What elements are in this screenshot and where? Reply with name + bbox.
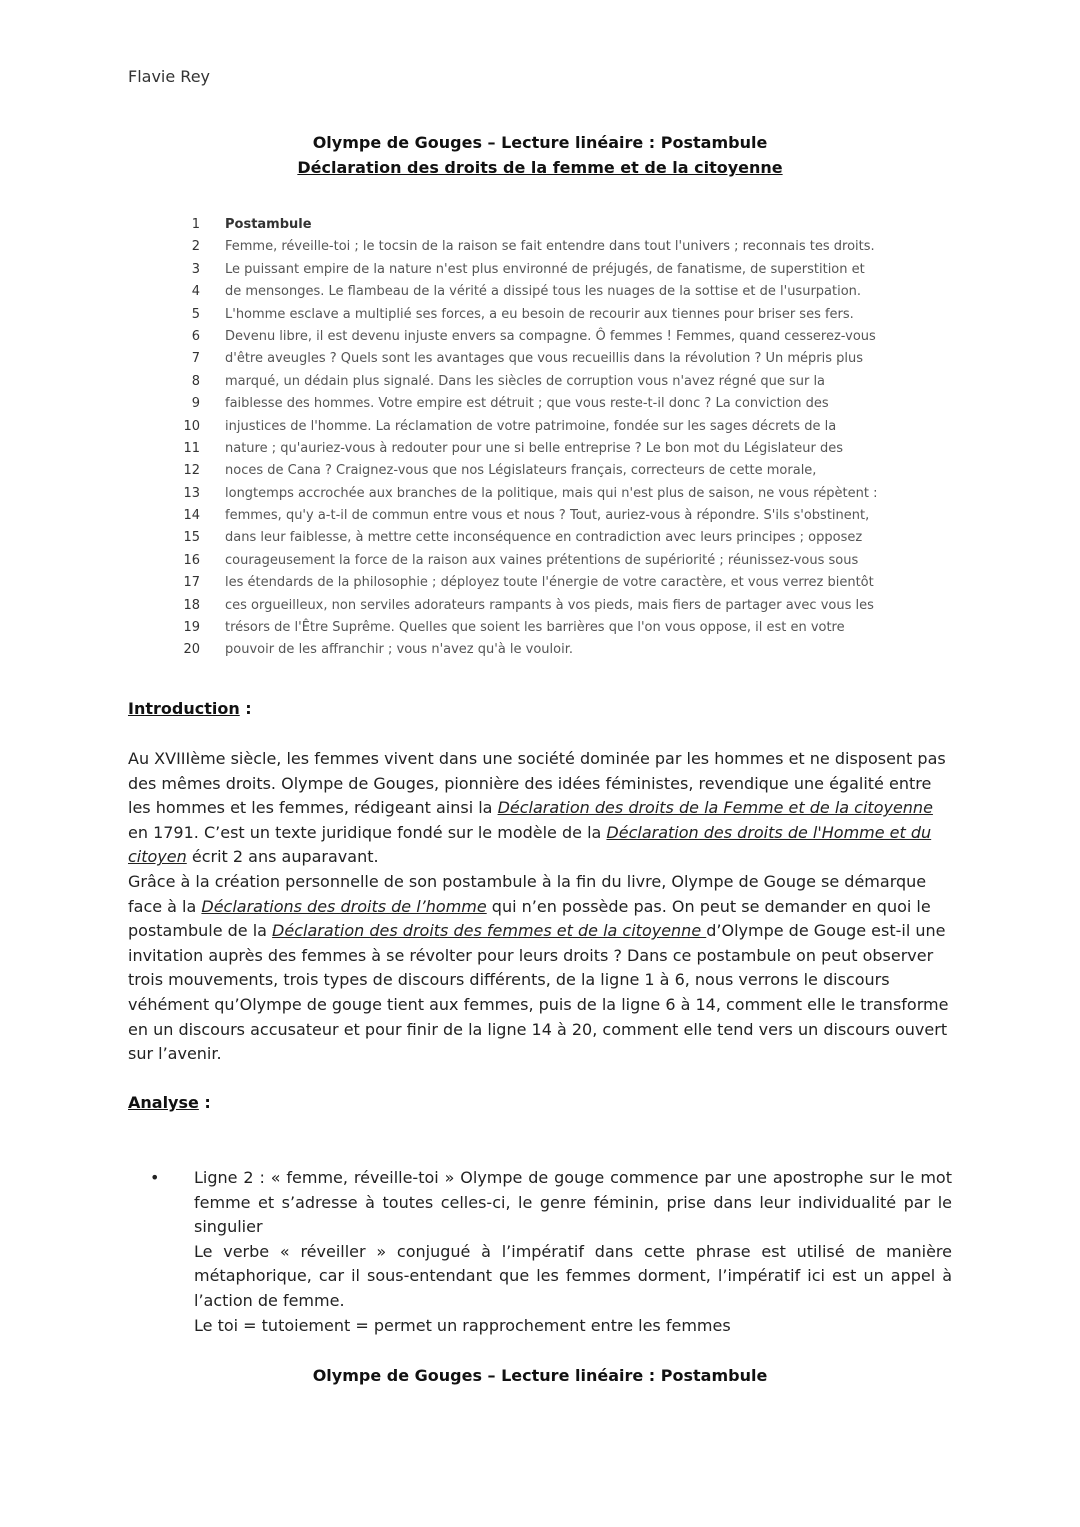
line-number: 6 <box>191 328 200 344</box>
introduction-heading-colon: : <box>239 699 252 718</box>
line-text: trésors de l'Être Suprême. Quelles que soient les barrières que l'on vous oppose, il est en votre <box>225 620 845 636</box>
line-number: 11 <box>183 440 200 456</box>
line-number: 8 <box>191 373 200 389</box>
intro-p2-reference-2: Déclaration des droits des femmes et de la citoyenne <box>272 921 707 941</box>
intro-p1-text-b: en 1791. C’est un texte juridique fondé sur le modèle de la <box>128 822 607 842</box>
line-text: ces orgueilleux, non serviles adorateurs rampants à vos pieds, mais fiers de partager avec vous les <box>225 597 874 613</box>
intro-p2-text-a: Grâce à la création personnelle de son postambule à la fin du livre, Olympe de Gouge se démarque face à la <box>128 871 927 916</box>
bullet-icon: • <box>150 1168 160 1187</box>
postambule-line <box>180 505 900 527</box>
line-text: nature ; qu'auriez-vous à redouter pour une si belle entreprise ? Le bon mot du Législateur des <box>225 440 844 456</box>
line-number: 13 <box>183 485 200 501</box>
postambule-line <box>180 639 900 661</box>
line-number: 17 <box>183 575 200 591</box>
postambule-line <box>180 550 900 572</box>
line-text: les étendards de la philosophie ; déployez toute l'énergie de votre caractère, et vous verrez bientôt <box>225 575 874 591</box>
title-main: Olympe de Gouges – Lecture linéaire : Postambule <box>312 133 768 152</box>
line-text: injustices de l'homme. La réclamation de votre patrimoine, fondée sur les sages décrets de la <box>225 418 837 434</box>
line-number: 14 <box>183 508 200 524</box>
line-text: faiblesse des hommes. Votre empire est détruit ; que vous reste-t-il donc ? La conviction des <box>225 396 829 412</box>
postambule-line <box>180 281 900 303</box>
postambule-line <box>180 304 900 326</box>
line-text: courageusement la force de la raison aux vaines prétentions de supériorité ; réunissez-vous sous <box>225 552 859 568</box>
line-number: 7 <box>191 351 200 367</box>
title-subtitle: Déclaration des droits de la femme et de la citoyenne <box>297 158 783 177</box>
intro-p1-text-a: Au XVIIIème siècle, les femmes vivent dans une société dominée par les hommes et ne disposent pas des mêmes droits. Olympe de Gouges, pionnière des idées féministes, revendique une égalité entre les hommes et les femmes, rédigeant ainsi la <box>128 749 946 818</box>
line-text: longtemps accrochée aux branches de la politique, mais qui n'est plus de saison, ne vous répètent : <box>225 485 878 501</box>
document-title <box>0 130 1080 180</box>
bullet-paragraph-2: Le verbe « réveiller » conjugué à l’impératif dans cette phrase est utilisé de manière métaphorique, car il sous-entendant que les femmes dorment, l’impératif ici est un appel à l’action de femme. <box>194 1241 952 1310</box>
line-number: 19 <box>183 620 200 636</box>
postambule-line <box>180 460 900 482</box>
line-number: 10 <box>183 418 200 434</box>
line-number: 18 <box>183 597 200 613</box>
intro-p2-text-b: qui n’en possède pas. On peut se demander en quoi le postambule de la <box>128 896 931 941</box>
analyse-heading-text: Analyse <box>128 1093 199 1112</box>
intro-p2-reference-1: Déclarations des droits de l’homme <box>201 896 487 916</box>
line-number: 1 <box>191 217 200 232</box>
line-text: Devenu libre, il est devenu injuste envers sa compagne. Ô femmes ! Femmes, quand cesserez-vous <box>225 328 876 344</box>
bullet-paragraph-3: Le toi = tutoiement = permet un rapprochement entre les femmes <box>194 1315 731 1335</box>
line-number: 12 <box>183 463 200 479</box>
analyse-heading-colon: : <box>198 1093 211 1112</box>
introduction-paragraph-1 <box>128 747 953 870</box>
introduction-paragraph-2 <box>128 870 953 1067</box>
line-number: 9 <box>191 396 200 412</box>
intro-p1-reference-2: Déclaration des droits de l'Homme et du citoyen <box>128 822 932 867</box>
line-text: marqué, un dédain plus signalé. Dans les siècles de corruption vous n'avez régné que sur la <box>225 373 826 389</box>
line-number: 5 <box>191 306 200 322</box>
line-text: noces de Cana ? Craignez-vous que nos Législateurs français, correcteurs de cette morale, <box>225 463 817 479</box>
line-text: de mensonges. Le flambeau de la vérité a dissipé tous les nuages de la sottise et de l'usurpation. <box>225 284 862 300</box>
line-text: Postambule <box>225 217 312 232</box>
line-number: 15 <box>183 530 200 546</box>
line-number: 4 <box>191 284 200 300</box>
line-number: 2 <box>191 239 200 255</box>
line-text: femmes, qu'y a-t-il de commun entre vous et nous ? Tout, auriez-vous à répondre. S'ils s'obstinent, <box>225 508 870 524</box>
intro-p2-text-c: d’Olympe de Gouge est-il une invitation auprès des femmes à se révolter pour leurs droits ? Dans ce postambule on peut observer trois mouvements, trois types de discours différents, de la ligne 1 à 6, nous verrons le discours véhément qu’Olympe de gouge tient aux femmes, puis de la ligne 6 à 14, comment elle le transforme en un discours accusateur et pour finir de la ligne 14 à 20, comment elle tend vers un discours ouvert sur l’avenir. <box>128 921 949 1064</box>
line-number: 20 <box>183 642 200 658</box>
postambule-line <box>180 527 900 549</box>
postambule-line <box>180 416 900 438</box>
introduction-heading <box>128 699 252 718</box>
line-text: Femme, réveille-toi ; le tocsin de la raison se fait entendre dans tout l'univers ; reconnais tes droits. <box>225 239 875 255</box>
postambule-line <box>180 438 900 460</box>
postambule-line <box>180 595 900 617</box>
postambule-text <box>180 214 900 662</box>
postambule-line <box>180 371 900 393</box>
postambule-line <box>180 393 900 415</box>
bullet-paragraph-1: Ligne 2 : « femme, réveille-toi » Olympe de gouge commence par une apostrophe sur le mot femme et s’adresse à toutes celles-ci, le genre féminin, prise dans leur individualité par le singulier <box>194 1168 952 1237</box>
bullet-content <box>194 1166 952 1338</box>
introduction-heading-text: Introduction <box>128 699 240 718</box>
author-name: Flavie Rey <box>128 67 211 86</box>
line-number: 16 <box>183 552 200 568</box>
line-text: dans leur faiblesse, à mettre cette inconséquence en contradiction avec leurs principes ; opposez <box>225 530 863 546</box>
line-text: L'homme esclave a multiplié ses forces, a eu besoin de recourir aux tiennes pour briser ses fers. <box>225 306 854 322</box>
postambule-line <box>180 617 900 639</box>
postambule-line <box>180 326 900 348</box>
postambule-line <box>180 214 900 236</box>
line-text: pouvoir de les affranchir ; vous n'avez qu'à le vouloir. <box>225 642 574 658</box>
postambule-line <box>180 259 900 281</box>
analyse-heading <box>128 1093 211 1112</box>
postambule-line <box>180 348 900 370</box>
page-footer: Olympe de Gouges – Lecture linéaire : Postambule <box>312 1366 768 1385</box>
line-text: Le puissant empire de la nature n'est plus environné de préjugés, de fanatisme, de superstition et <box>225 261 865 277</box>
line-text: d'être aveugles ? Quels sont les avantages que vous recueillis dans la révolution ? Un mépris plus <box>225 351 864 367</box>
intro-p1-text-c: écrit 2 ans auparavant. <box>186 847 379 867</box>
postambule-line <box>180 572 900 594</box>
intro-p1-reference-1: Déclaration des droits de la Femme et de la citoyenne <box>497 798 933 818</box>
postambule-line <box>180 236 900 258</box>
line-number: 3 <box>191 261 200 277</box>
postambule-line <box>180 483 900 505</box>
introduction-body <box>128 747 953 1067</box>
